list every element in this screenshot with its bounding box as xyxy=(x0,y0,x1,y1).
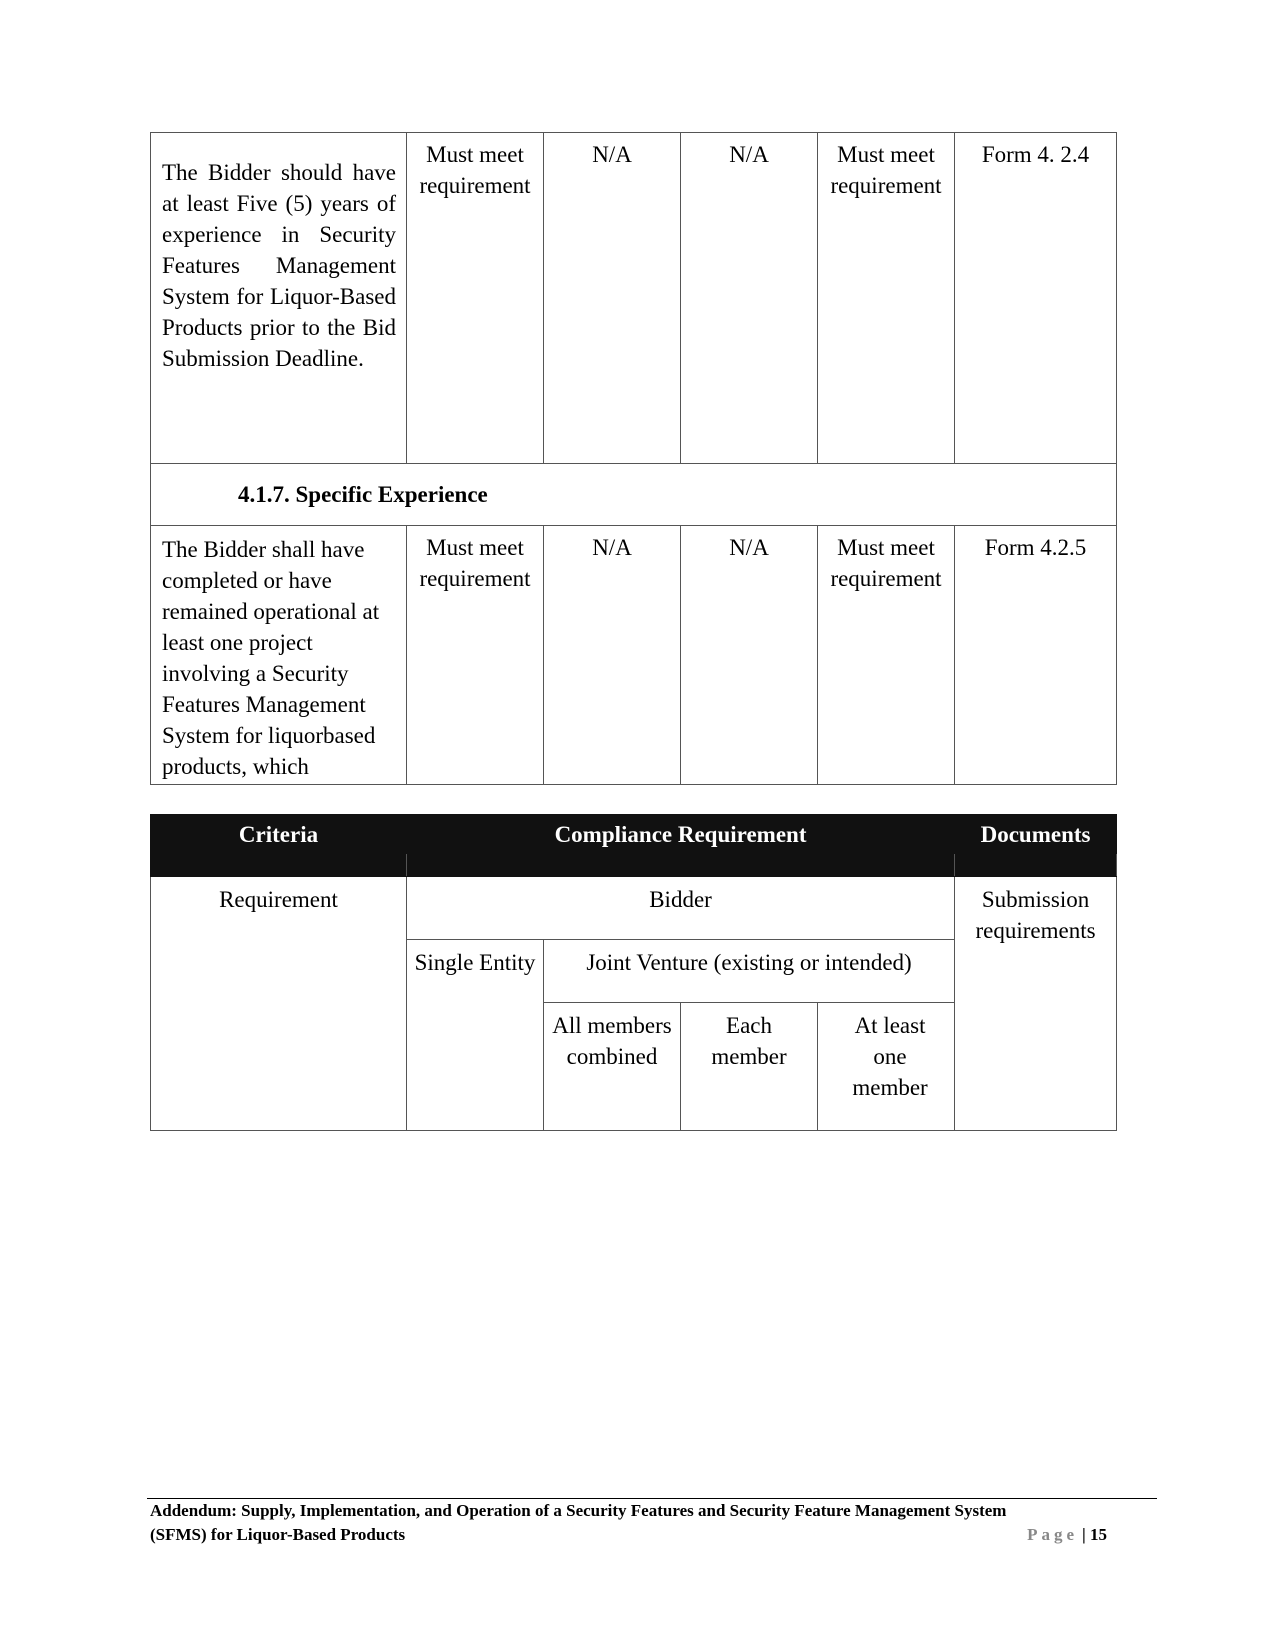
joint-venture-label: Joint Venture (existing or intended) xyxy=(544,940,955,1003)
header-spacer xyxy=(955,854,1117,877)
bidder-label: Bidder xyxy=(407,877,955,940)
table-row xyxy=(151,877,1117,940)
page-footer xyxy=(147,1498,1157,1547)
header-spacer xyxy=(151,854,407,877)
all-members-label: All members combined xyxy=(544,1003,681,1131)
section-heading: 4.1.7. Specific Experience xyxy=(151,464,1117,526)
compliance-header: Compliance Requirement xyxy=(407,815,955,854)
requirement-label: Requirement xyxy=(151,877,407,1131)
each-member-label: Each member xyxy=(681,1003,818,1131)
single-entity-cell: Must meet requirement xyxy=(407,526,544,785)
page-label: Page xyxy=(1027,1525,1078,1544)
each-member-cell: N/A xyxy=(681,526,818,785)
criteria-header: Criteria xyxy=(151,815,407,854)
header-row xyxy=(151,815,1117,854)
header-spacer-row xyxy=(151,854,1117,877)
each-member-cell: N/A xyxy=(681,133,818,464)
documents-cell: Form 4. 2.4 xyxy=(955,133,1117,464)
at-least-one-label: At least one member xyxy=(818,1003,955,1131)
single-entity-cell: Must meet requirement xyxy=(407,133,544,464)
section-row xyxy=(151,464,1117,526)
requirements-table xyxy=(150,132,1117,785)
criteria-header-table xyxy=(150,814,1117,1131)
submission-label: Submission requirements xyxy=(955,877,1117,1131)
all-members-cell: N/A xyxy=(544,133,681,464)
footer-title-line2: (SFMS) for Liquor-Based Products xyxy=(150,1525,406,1544)
requirement-cell: The Bidder shall have completed or have remained operational at least one project involving a Security Features Management System for liquorbased products, which xyxy=(151,526,407,785)
documents-header: Documents xyxy=(955,815,1117,854)
page-separator: | xyxy=(1082,1525,1086,1544)
single-entity-label: Single Entity xyxy=(407,940,544,1131)
table-row xyxy=(151,526,1117,785)
at-least-one-cell: Must meet requirement xyxy=(818,133,955,464)
at-least-one-cell: Must meet requirement xyxy=(818,526,955,785)
header-spacer xyxy=(407,854,955,877)
page-number: 15 xyxy=(1090,1525,1107,1544)
requirement-cell: The Bidder should have at least Five (5) years of experience in Security Features Management System for Liquor-Based Products prior to the Bid Submission Deadline. xyxy=(151,133,407,464)
page-number-block xyxy=(1027,1525,1107,1545)
documents-cell: Form 4.2.5 xyxy=(955,526,1117,785)
footer-title-line1: Addendum: Supply, Implementation, and Operation of a Security Features and Security Feature Management System xyxy=(150,1501,1007,1520)
all-members-cell: N/A xyxy=(544,526,681,785)
table-row xyxy=(151,133,1117,464)
